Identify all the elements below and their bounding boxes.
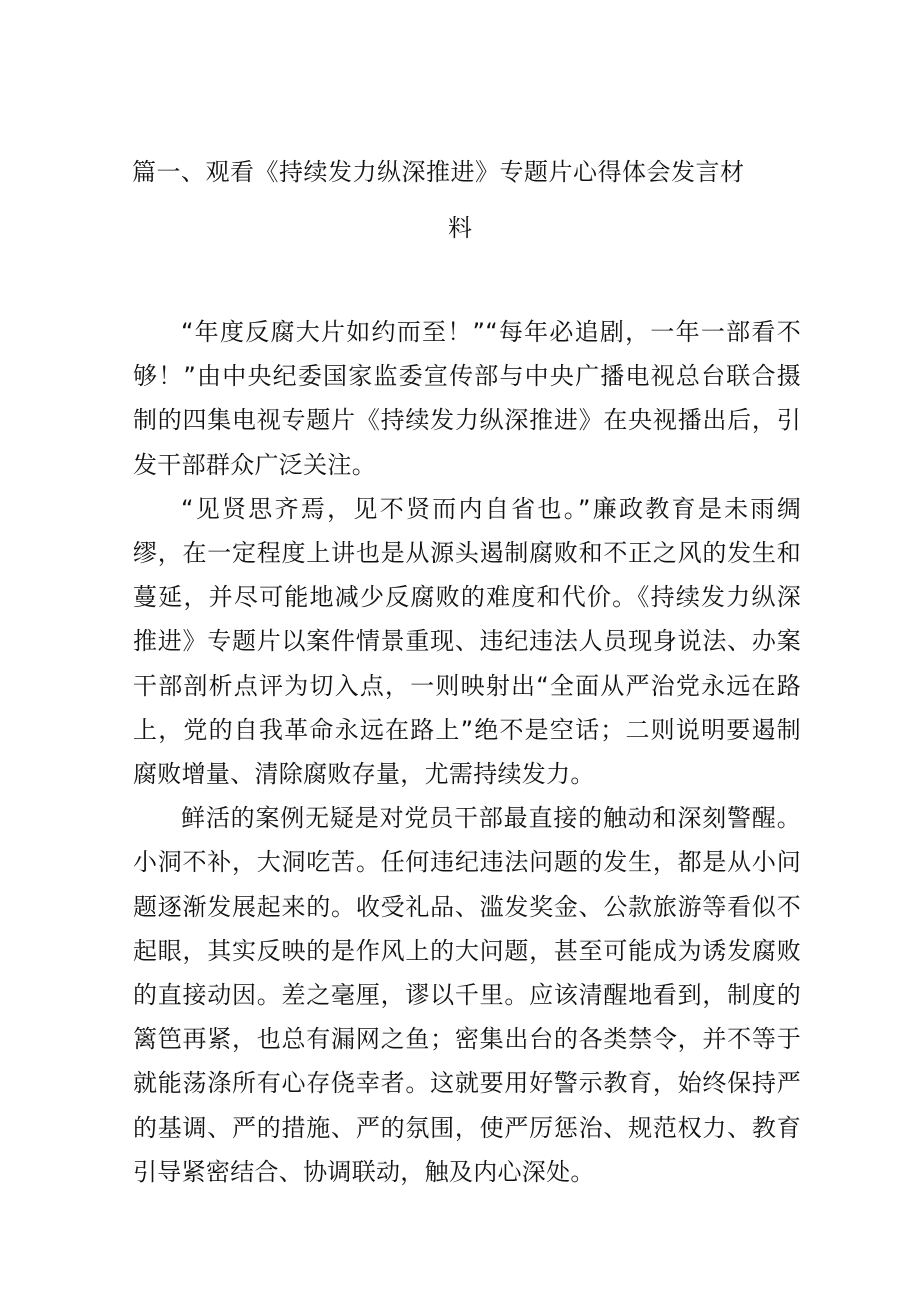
document-body [133,310,801,1194]
paragraph-3: 鲜活的案例无疑是对党员干部最直接的触动和深刻警醒。小洞不补，大洞吃苦。任何违纪违法问题的发生，都是从小问题逐渐发展起来的。收受礼品、滥发奖金、公款旅游等看似不起眼，其实反映的是作风上的大问题，甚至可能成为诱发腐败的直接动因。差之毫厘，谬以千里。应该清醒地看到，制度的篱笆再紧，也总有漏网之鱼；密集出台的各类禁令，并不等于就能荡涤所有心存侥幸者。这就要用好警示教育，始终保持严的基调、严的措施、严的氛围，使严厉惩治、规范权力、教育引导紧密结合、协调联动，触及内心深处。 [133,804,801,1186]
document-title-continuation: 料 [448,214,472,242]
paragraph-2: “见贤思齐焉，见不贤而内自省也。”廉政教育是未雨绸缪，在一定程度上讲也是从源头遏制腐败和不正之风的发生和蔓延，并尽可能地减少反腐败的难度和代价。《持续发力纵深推进》专题片以案件情景重现、违纪违法人员现身说法、办案干部剖析点评为切入点，一则映射出“全面从严治党永远在路上，党的自我革命永远在路上”绝不是空话；二则说明要遏制腐败增量、清除腐败存量，尤需持续发力。 [133,494,801,789]
document-title: 篇一、观看《持续发力纵深推进》专题片心得体会发言材 [132,158,745,186]
paragraph-1: “年度反腐大片如约而至！”“每年必追剧，一年一部看不够！”由中央纪委国家监委宣传部与中央广播电视总台联合摄制的四集电视专题片《持续发力纵深推进》在央视播出后，引发干部群众广泛关注。 [133,318,801,479]
